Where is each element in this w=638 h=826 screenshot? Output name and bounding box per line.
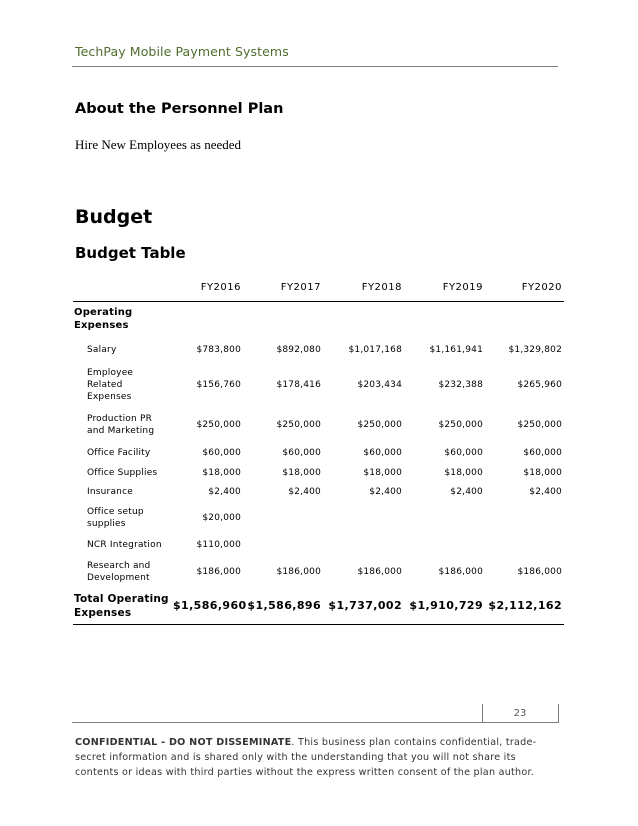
table-cell: $186,000 xyxy=(196,566,241,577)
confidential-notice xyxy=(75,735,560,780)
table-cell: $178,416 xyxy=(276,380,321,390)
table-cell: $250,000 xyxy=(276,420,321,430)
table-cell: $232,388 xyxy=(438,380,483,390)
table-cell xyxy=(243,501,323,535)
table-cell xyxy=(485,535,564,555)
group-label: Operating Expenses xyxy=(74,307,133,331)
row-label: Salary xyxy=(87,344,117,355)
table-cell: $186,000 xyxy=(517,566,562,577)
table-cell xyxy=(485,501,564,535)
row-label: Production PR and Marketing xyxy=(87,414,155,436)
column-header: FY2017 xyxy=(243,275,323,302)
table-row xyxy=(73,463,564,483)
row-label: NCR Integration xyxy=(87,540,162,550)
total-row xyxy=(73,588,564,625)
table-cell: $265,960 xyxy=(517,380,562,390)
total-label: Total Operating Expenses xyxy=(73,588,171,625)
table-cell xyxy=(404,501,485,535)
table-row xyxy=(73,407,564,443)
row-label: Employee Related Expenses xyxy=(87,368,134,402)
table-row xyxy=(73,483,564,501)
column-header: FY2020 xyxy=(485,275,564,302)
total-cell: $1,910,729 xyxy=(404,588,485,625)
column-header: FY2018 xyxy=(323,275,404,302)
table-cell: $60,000 xyxy=(444,448,483,458)
table-row xyxy=(73,535,564,555)
row-label: Office setup supplies xyxy=(87,507,144,529)
table-cell: $2,400 xyxy=(450,487,483,497)
table-cell: $60,000 xyxy=(202,448,241,458)
row-label: Research and Development xyxy=(87,560,151,583)
group-row xyxy=(73,302,564,337)
table-cell: $20,000 xyxy=(202,513,241,523)
table-cell: $18,000 xyxy=(523,468,562,478)
table-cell: $2,400 xyxy=(369,487,402,497)
table-cell: $110,000 xyxy=(196,540,241,550)
table-cell: $60,000 xyxy=(523,448,562,458)
table-cell: $250,000 xyxy=(196,420,241,430)
total-cell: $1,737,002 xyxy=(323,588,404,625)
table-row xyxy=(73,443,564,463)
table-cell: $186,000 xyxy=(276,566,321,577)
document-header-title: TechPay Mobile Payment Systems xyxy=(75,44,289,59)
table-cell: $892,080 xyxy=(276,344,321,355)
table-cell: $250,000 xyxy=(517,420,562,430)
confidential-text: . This business plan contains confidential, trade-secret information and is shared only with the understanding that you will not share its contents or ideas with third parties without the express written consent of the plan author. xyxy=(75,737,537,778)
table-cell: $186,000 xyxy=(438,566,483,577)
table-cell: $1,329,802 xyxy=(508,344,562,355)
total-cell: $1,586,896 xyxy=(243,588,323,625)
confidential-label: CONFIDENTIAL - DO NOT DISSEMINATE xyxy=(75,737,292,748)
row-label: Office Facility xyxy=(87,448,151,458)
table-cell xyxy=(323,501,404,535)
table-cell: $60,000 xyxy=(363,448,402,458)
budget-heading: Budget xyxy=(75,206,153,228)
row-label: Insurance xyxy=(87,487,133,497)
budget-table xyxy=(73,275,564,625)
page-number: 23 xyxy=(513,708,527,719)
table-cell: $18,000 xyxy=(202,468,241,478)
table-header-row xyxy=(73,275,564,302)
column-header-label xyxy=(73,275,171,302)
footer-divider xyxy=(72,722,482,723)
table-cell: $250,000 xyxy=(438,420,483,430)
table-cell xyxy=(243,535,323,555)
personnel-plan-heading: About the Personnel Plan xyxy=(75,101,284,117)
table-cell: $156,760 xyxy=(196,380,241,390)
table-cell: $783,800 xyxy=(196,344,241,355)
table-cell: $18,000 xyxy=(363,468,402,478)
header-divider xyxy=(72,66,558,67)
table-cell: $250,000 xyxy=(357,420,402,430)
table-cell: $18,000 xyxy=(444,468,483,478)
table-cell: $1,161,941 xyxy=(429,344,483,355)
row-label: Office Supplies xyxy=(87,468,158,478)
table-row xyxy=(73,555,564,588)
table-cell: $2,400 xyxy=(208,487,241,497)
table-cell xyxy=(323,535,404,555)
table-cell: $203,434 xyxy=(357,380,402,390)
column-header: FY2019 xyxy=(404,275,485,302)
table-row xyxy=(73,501,564,535)
table-cell: $2,400 xyxy=(288,487,321,497)
budget-table-heading: Budget Table xyxy=(75,244,186,262)
table-cell: $18,000 xyxy=(282,468,321,478)
table-cell: $186,000 xyxy=(357,566,402,577)
column-header: FY2016 xyxy=(171,275,243,302)
table-cell: $2,400 xyxy=(529,487,562,497)
table-cell: $1,017,168 xyxy=(348,344,402,355)
table-row xyxy=(73,336,564,363)
total-cell: $2,112,162 xyxy=(485,588,564,625)
personnel-plan-text: Hire New Employees as needed xyxy=(75,137,242,152)
table-cell: $60,000 xyxy=(282,448,321,458)
table-row xyxy=(73,363,564,407)
table-cell xyxy=(404,535,485,555)
total-cell: $1,586,960 xyxy=(171,588,243,625)
